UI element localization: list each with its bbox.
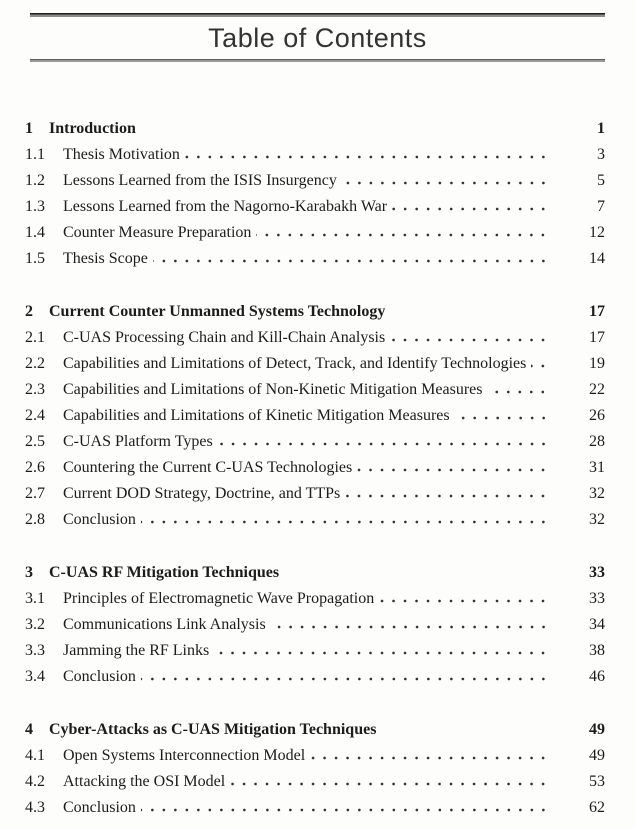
entry-page-number: 14: [589, 250, 605, 267]
entry-page-number: 31: [589, 459, 605, 476]
entry-number: 2.6: [25, 459, 45, 476]
entry-page-number: 49: [589, 721, 605, 738]
entry-title: Current DOD Strategy, Doctrine, and TTPs: [63, 485, 341, 502]
entry-title: Jamming the RF Links: [63, 642, 210, 659]
entry-number: 1.4: [25, 224, 45, 241]
dot-leader: [531, 364, 549, 368]
toc-chapter-group: [25, 560, 605, 690]
toc-chapter-row: [25, 560, 605, 586]
entry-page-number: 12: [589, 224, 605, 241]
toc-section-row: [25, 638, 605, 664]
entry-page-number: 26: [589, 407, 605, 424]
entry-page-number: 3: [597, 146, 605, 163]
entry-number: 1: [25, 120, 33, 137]
toc-section-row: [25, 586, 605, 612]
toc-section-row: [25, 507, 605, 533]
toc-chapter-group: [25, 717, 605, 821]
entry-title: Cyber-Attacks as C-UAS Mitigation Techniques: [49, 721, 377, 738]
entry-page-number: 53: [589, 773, 605, 790]
toc-section-row: [25, 664, 605, 690]
toc: [25, 62, 605, 821]
toc-chapter-row: [25, 299, 605, 325]
toc-section-row: [25, 168, 605, 194]
entry-number: 3.2: [25, 616, 45, 633]
entry-page-number: 49: [589, 747, 605, 764]
toc-section-row: [25, 743, 605, 769]
entry-page-number: 38: [589, 642, 605, 659]
toc-section-row: [25, 351, 605, 377]
entry-page-number: 32: [589, 485, 605, 502]
entry-title: Thesis Scope: [63, 250, 148, 267]
entry-number: 4.1: [25, 747, 45, 764]
entry-page-number: 62: [589, 799, 605, 816]
entry-number: 2.3: [25, 381, 45, 398]
dot-leader: [256, 233, 549, 237]
dot-leader: [141, 677, 549, 681]
toc-chapter-row: [25, 116, 605, 142]
entry-title: C-UAS Processing Chain and Kill-Chain Analysis: [63, 329, 386, 346]
dot-leader: [141, 808, 549, 812]
toc-section-row: [25, 325, 605, 351]
entry-number: 3: [25, 564, 33, 581]
entry-title: Introduction: [49, 120, 136, 137]
toc-section-row: [25, 612, 605, 638]
entry-title: Attacking the OSI Model: [63, 773, 226, 790]
entry-number: 4.3: [25, 799, 45, 816]
dot-leader: [379, 599, 549, 603]
title-block: [30, 13, 605, 62]
entry-page-number: 46: [589, 668, 605, 685]
entry-title: Thesis Motivation: [63, 146, 180, 163]
entry-number: 1.5: [25, 250, 45, 267]
entry-number: 3.4: [25, 668, 45, 685]
entry-page-number: 17: [589, 329, 605, 346]
entry-page-number: 19: [589, 355, 605, 372]
dot-leader: [153, 259, 549, 263]
entry-page-number: 33: [589, 564, 605, 581]
entry-title: Current Counter Unmanned Systems Technology: [49, 303, 386, 320]
toc-chapter-row: [25, 717, 605, 743]
entry-number: 3.3: [25, 642, 45, 659]
entry-number: 1.3: [25, 198, 45, 215]
toc-section-row: [25, 377, 605, 403]
entry-number: 2.2: [25, 355, 45, 372]
dot-leader: [214, 651, 549, 655]
entry-number: 2.4: [25, 407, 45, 424]
entry-title: Capabilities and Limitations of Kinetic Mitigation Measures: [63, 407, 450, 424]
toc-section-row: [25, 769, 605, 795]
dot-leader: [342, 181, 549, 185]
dot-leader: [487, 390, 549, 394]
entry-number: 2.7: [25, 485, 45, 502]
entry-page-number: 17: [589, 303, 605, 320]
toc-section-row: [25, 220, 605, 246]
entry-title: Lessons Learned from the ISIS Insurgency: [63, 172, 337, 189]
leader-space: [284, 573, 549, 577]
entry-title: Counter Measure Preparation: [63, 224, 252, 241]
dot-leader: [390, 338, 549, 342]
leader-space: [141, 129, 549, 133]
entry-number: 4: [25, 721, 33, 738]
dot-leader: [230, 782, 549, 786]
entry-title: Conclusion: [63, 668, 136, 685]
dot-leader: [185, 155, 549, 159]
toc-section-row: [25, 194, 605, 220]
page-title: Table of Contents: [208, 23, 427, 53]
entry-page-number: 1: [597, 120, 605, 137]
entry-number: 3.1: [25, 590, 45, 607]
entry-page-number: 34: [589, 616, 605, 633]
dot-leader: [357, 468, 549, 472]
entry-title: Conclusion: [63, 799, 136, 816]
entry-page-number: 7: [597, 198, 605, 215]
entry-title: Open Systems Interconnection Model: [63, 747, 306, 764]
entry-page-number: 32: [589, 511, 605, 528]
entry-title: Capabilities and Limitations of Detect, Track, and Identify Technologies: [63, 355, 527, 372]
entry-title: Principles of Electromagnetic Wave Propagation: [63, 590, 375, 607]
toc-section-row: [25, 246, 605, 272]
toc-chapter-group: [25, 299, 605, 533]
dot-leader: [392, 207, 549, 211]
dot-leader: [345, 494, 549, 498]
entry-page-number: 28: [589, 433, 605, 450]
entry-page-number: 5: [597, 172, 605, 189]
toc-section-row: [25, 429, 605, 455]
entry-page-number: 22: [589, 381, 605, 398]
leader-space: [381, 730, 549, 734]
toc-section-row: [25, 795, 605, 821]
entry-title: Countering the Current C-UAS Technologies: [63, 459, 353, 476]
toc-section-row: [25, 481, 605, 507]
dot-leader: [141, 520, 549, 524]
entry-number: 1.1: [25, 146, 45, 163]
leader-space: [390, 312, 549, 316]
entry-number: 4.2: [25, 773, 45, 790]
toc-section-row: [25, 403, 605, 429]
entry-title: Communications Link Analysis: [63, 616, 266, 633]
dot-leader: [271, 625, 549, 629]
toc-section-row: [25, 455, 605, 481]
entry-title: C-UAS RF Mitigation Techniques: [49, 564, 280, 581]
entry-page-number: 33: [589, 590, 605, 607]
toc-chapter-group: [25, 116, 605, 272]
toc-section-row: [25, 142, 605, 168]
dot-leader: [218, 442, 549, 446]
entry-number: 1.2: [25, 172, 45, 189]
entry-title: Conclusion: [63, 511, 136, 528]
entry-title: C-UAS Platform Types: [63, 433, 213, 450]
dot-leader: [310, 756, 549, 760]
entry-number: 2.1: [25, 329, 45, 346]
entry-number: 2: [25, 303, 33, 320]
entry-number: 2.5: [25, 433, 45, 450]
entry-number: 2.8: [25, 511, 45, 528]
entry-title: Capabilities and Limitations of Non-Kinetic Mitigation Measures: [63, 381, 483, 398]
dot-leader: [455, 416, 549, 420]
entry-title: Lessons Learned from the Nagorno-Karabakh War: [63, 198, 388, 215]
